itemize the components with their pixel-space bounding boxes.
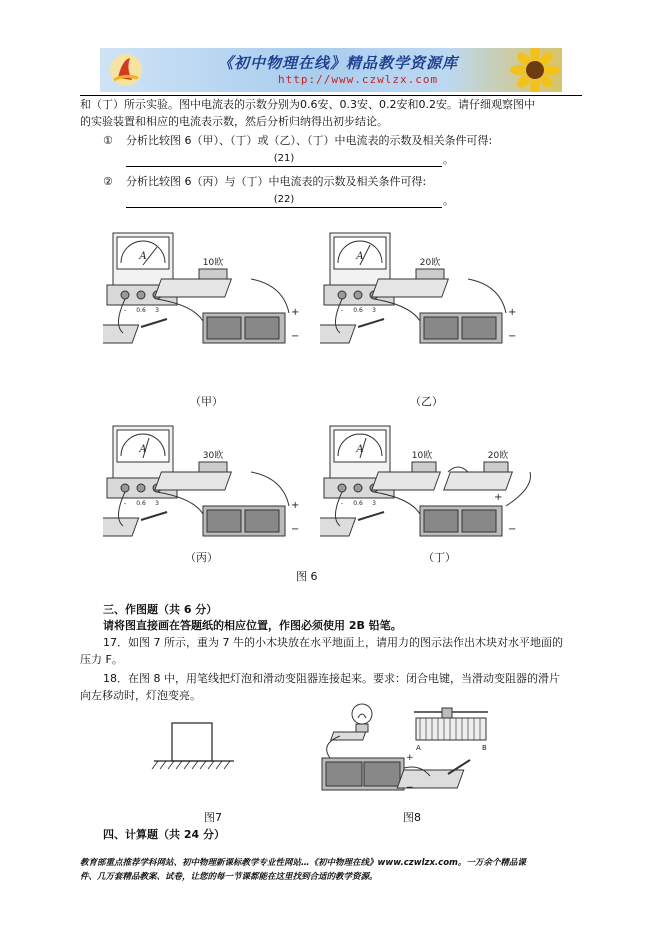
svg-text:+: +: [406, 753, 414, 763]
circuit-panel-ding: [320, 418, 550, 548]
q18-line-2: 向左移动时，灯泡变亮。: [80, 689, 201, 702]
footer-line-2: 件、几万套精品教案、试卷，让您的每一节课都能在这里找到合适的教学资源。: [80, 872, 378, 882]
terminal-3: 3: [372, 500, 376, 507]
terminal-06: 0.6: [353, 307, 363, 314]
paragraph-line-1: 和（丁）所示实验。图中电流表的示数分别为0.6安、0.3安、0.2安和0.2安。请仔细观察图中: [80, 98, 535, 111]
resistor-label: 30欧: [202, 451, 224, 461]
site-logo-icon: [108, 52, 144, 88]
q17-line-1: 17．如图 7 所示，重为 7 牛的小木块放在水平地面上，请用力的图示法作出木块对水平地面的: [103, 636, 563, 649]
terminal-neg: -: [340, 307, 344, 314]
item-2-text: 分析比较图 6（丙）与（丁）中电流表的示数及相关条件可得:: [126, 175, 427, 188]
header-divider: [80, 95, 582, 96]
section-4-heading: 四、计算题（共 24 分）: [103, 828, 225, 841]
wood-block: [172, 723, 212, 761]
figure-6-caption: 图 6: [296, 570, 318, 583]
header-banner: [100, 48, 562, 92]
terminal-3: 3: [372, 307, 376, 314]
figure-7-block-diagram: [150, 715, 270, 775]
meter-letter: A: [139, 444, 147, 455]
svg-text:+: +: [494, 492, 503, 503]
terminal-06: 0.6: [136, 307, 146, 314]
q17-line-2: 压力 F。: [80, 653, 123, 666]
svg-text:−: −: [508, 524, 517, 535]
terminal-06: 0.6: [353, 500, 363, 507]
svg-text:+: +: [291, 500, 300, 511]
banner-title: 《初中物理在线》精品教学资源库: [218, 54, 459, 72]
terminal-neg: -: [340, 500, 344, 507]
figure-8-circuit: [320, 698, 500, 800]
footer-line-1: 教育部重点推荐学科网站、初中物理新课标教学专业性网站…《初中物理在线》www.czwlzx.com。一万余个精品课: [80, 858, 526, 868]
caption-jia: （甲）: [190, 395, 223, 408]
circuit-panel-jia: [103, 225, 323, 355]
svg-text:−: −: [291, 524, 300, 535]
item-2-marker: ②: [103, 175, 113, 188]
meter-letter: A: [356, 444, 364, 455]
terminal-06: 0.6: [136, 500, 146, 507]
sunflower-icon: [508, 48, 562, 92]
rheostat-label-b: B: [482, 744, 487, 752]
item-1-marker: ①: [103, 134, 113, 147]
caption-yi: （乙）: [410, 395, 443, 408]
caption-ding: （丁）: [423, 551, 456, 564]
answer-blank-22: (22): [126, 193, 442, 208]
circuit-panel-yi: [320, 225, 540, 355]
svg-text:+: +: [508, 307, 517, 318]
q18-line-1: 18．在图 8 中，用笔线把灯泡和滑动变阻器连接起来。要求：闭合电键，当滑动变阻器的滑片: [103, 672, 560, 685]
terminal-3: 3: [155, 307, 159, 314]
figure-8-caption: 图8: [403, 811, 421, 824]
paragraph-line-2: 的实验装置和相应的电流表示数，然后分析归纳得出初步结论。: [80, 115, 388, 128]
section-3-heading: 三、作图题（共 6 分）: [103, 603, 218, 616]
item-1-text: 分析比较图 6（甲）、（丁）或（乙）、（丁）中电流表的示数及相关条件可得:: [126, 134, 493, 147]
svg-text:−: −: [508, 331, 517, 342]
resistor-label-1: 10欧: [411, 451, 433, 461]
section-3-instruction: 请将图直接画在答题纸的相应位置，作图必须使用 2B 铅笔。: [103, 619, 402, 632]
caption-bing: （丙）: [185, 551, 218, 564]
resistor-label: 10欧: [202, 258, 224, 268]
svg-text:+: +: [291, 307, 300, 318]
svg-text:−: −: [291, 331, 300, 342]
item-2-end: 。: [443, 194, 454, 207]
circuit-panel-bing: [103, 418, 323, 548]
resistor-label-2: 20欧: [487, 451, 509, 461]
item-1-end: 。: [443, 153, 454, 166]
meter-letter: A: [356, 251, 364, 262]
figure-7-caption: 图7: [204, 811, 222, 824]
answer-blank-21: (21): [126, 152, 442, 167]
rheostat-label-a: A: [416, 744, 421, 752]
banner-url[interactable]: http://www.czwlzx.com: [278, 73, 439, 86]
terminal-neg: -: [123, 307, 127, 314]
terminal-3: 3: [155, 500, 159, 507]
resistor-label: 20欧: [419, 258, 441, 268]
terminal-neg: -: [123, 500, 127, 507]
meter-letter: A: [139, 251, 147, 262]
svg-text:−: −: [406, 783, 414, 793]
